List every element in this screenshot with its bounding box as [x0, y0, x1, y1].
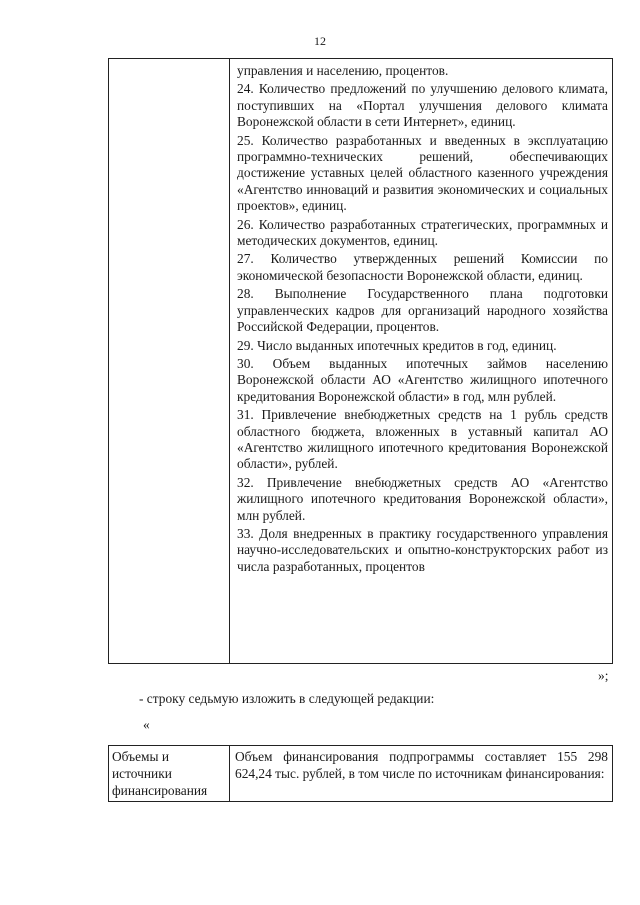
financing-table	[108, 745, 613, 802]
indicator-item: 33. Доля внедренных в практику государственного управления научно-исследовательских и опытно-конструкторских работ из числа разработанных, процентов	[237, 525, 608, 574]
indicators-table	[108, 58, 613, 664]
page-number: 12	[314, 34, 326, 48]
indicators-table-left-cell	[109, 59, 230, 664]
financing-text-cell: Объем финансирования подпрограммы составляет 155 298 624,24 тыс. рублей, в том числе по источникам финансирования:	[230, 746, 613, 802]
indicator-item: 26. Количество разработанных стратегических, программных и методических документов, единиц.	[237, 216, 608, 249]
indicator-item: 27. Количество утвержденных решений Комиссии по экономической безопасности Воронежской области, единиц.	[237, 251, 608, 283]
financing-label-cell: Объемы и источники финансирования	[109, 746, 230, 802]
indicator-item: 32. Привлечение внебюджетных средств АО «Агентство жилищного ипотечного кредитования Воронежской области», млн рублей.	[237, 474, 608, 523]
indicator-item: 29. Число выданных ипотечных кредитов в год, единиц.	[237, 337, 557, 353]
indicator-item: управления и населению, процентов.	[237, 63, 449, 78]
closing-quote-mark: »;	[598, 668, 609, 683]
indicator-item: 24. Количество предложений по улучшению делового климата, поступивших на «Портал улучшения делового климата Воронежской области в сети Интернет», единиц.	[237, 81, 608, 130]
opening-quote-mark: «	[143, 717, 150, 732]
indicators-table-right-cell	[230, 59, 613, 664]
indicator-item: 25. Количество разработанных и введенных в эксплуатацию программно-технических решений, обеспечивающих достижение уставных целей областного казенного учреждения «Агентство инноваций и развития экономических и социальных проектов», единиц.	[237, 132, 608, 214]
indicator-item: 28. Выполнение Государственного плана подготовки управленческих кадров для организаций народного хозяйства Российской Федерации, процентов.	[237, 286, 608, 335]
indicator-item: 31. Привлечение внебюджетных средств на 1 рубль средств областного бюджета, вложенных в уставный капитал АО «Агентство жилищного ипотечного кредитования Воронежской области», рублей.	[237, 407, 608, 472]
indicator-item: 30. Объем выданных ипотечных займов населению Воронежской области АО «Агентство жилищного ипотечного кредитования Воронежской области» в год, млн рублей.	[237, 355, 608, 404]
amendment-instruction: - строку седьмую изложить в следующей редакции:	[139, 691, 435, 706]
